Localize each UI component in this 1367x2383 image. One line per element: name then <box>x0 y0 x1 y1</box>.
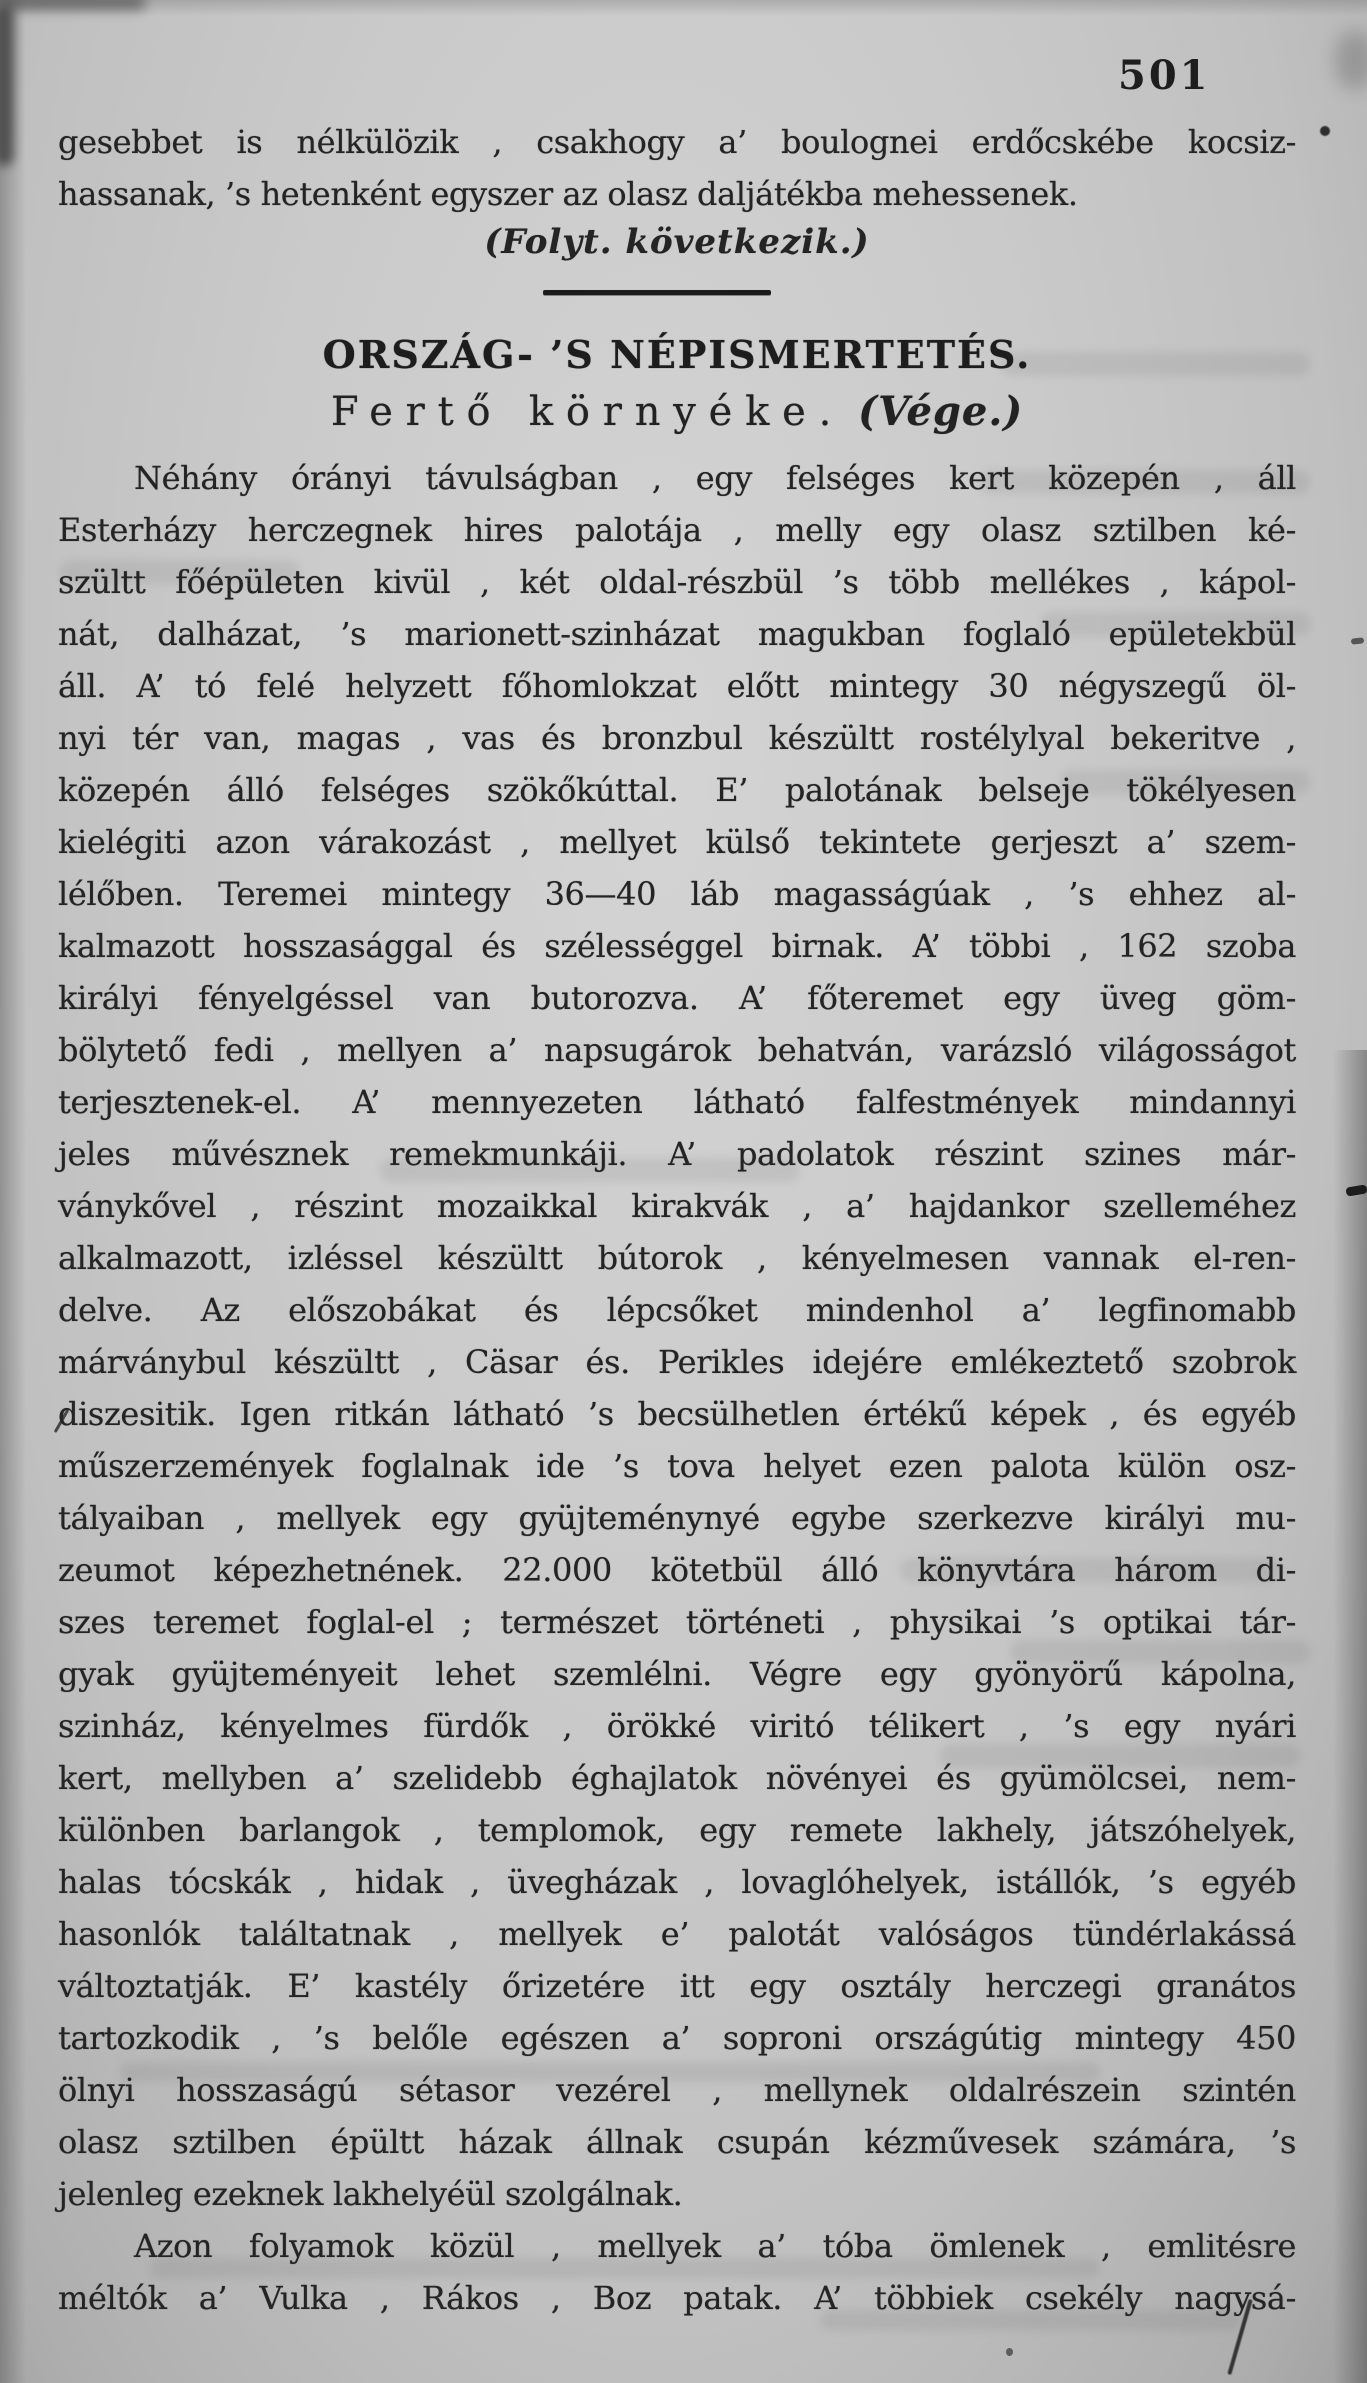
page-number: 501 <box>1118 52 1211 99</box>
text-line: áll. A’ tó felé helyzett főhomlokzat előtt mintegy 30 négyszegű öl- <box>58 667 1296 705</box>
text-line: szes teremet foglal-el ; természet történeti , physikai ’s optikai tár- <box>58 1603 1296 1641</box>
scan-smudge <box>1335 30 1367 90</box>
text-line: nyi tér van, magas , vas és bronzbul készültt rostélylyal bekeritve , <box>58 719 1296 757</box>
text-line: szültt főépületen kivül , két oldal-részbül ’s több mellékes , kápol- <box>58 563 1296 601</box>
text-line: gesebbet is nélkülözik , csakhogy a’ boulognei erdőcskébe kocsiz- <box>58 123 1296 161</box>
text-line: jeles művésznek remekmunkáji. A’ padolatok részint szines már- <box>58 1135 1296 1173</box>
intro-paragraph <box>58 116 1296 220</box>
text-line: Esterházy herczegnek hires palotája , melly egy olasz sztilben ké- <box>58 511 1296 549</box>
text-line: műszerzemények foglalnak ide ’s tova helyet ezen palota külön osz- <box>58 1447 1296 1485</box>
subtitle-ending-label: (Vége.) <box>858 388 1024 435</box>
text-line: kalmazott hosszasággal és szélességgel birnak. A’ többi , 162 szoba <box>58 927 1296 965</box>
text-line: ványkővel , részint mozaikkal kirakvák , a’ hajdankor szelleméhez <box>58 1187 1296 1225</box>
continuation-note: (Folyt. következik.) <box>484 222 870 262</box>
text-line: terjesztenek-el. A’ mennyezeten látható falfestmények mindannyi <box>58 1083 1296 1121</box>
text-line: ölnyi hosszaságú sétasor vezérel , mellynek oldalrészein szintén <box>58 2071 1296 2109</box>
article-body <box>58 452 1296 2324</box>
text-line: hasonlók találtatnak , mellyek e’ palotát valóságos tündérlakássá <box>58 1915 1296 1953</box>
text-line: változtatják. E’ kastély őrizetére itt egy osztály herczegi granátos <box>58 1967 1296 2005</box>
text-line: szinház, kényelmes fürdők , örökké viritó télikert , ’s egy nyári <box>58 1707 1296 1745</box>
article-subtitle <box>58 388 1296 435</box>
text-line: bölytető fedi , mellyen a’ napsugárok behatván, varázsló világosságot <box>58 1031 1296 1069</box>
text-line: nát, dalházat, ’s marionett-szinházat magukban foglaló epületekbül <box>58 615 1296 653</box>
text-line: alkalmazott, izléssel készültt bútorok , kényelmesen vannak el-ren- <box>58 1239 1296 1277</box>
text-line: közepén álló felséges szökőkúttal. E’ palotának belseje tökélyesen <box>58 771 1296 809</box>
text-line: tályaiban , mellyek egy gyüjteménynyé egybe szerkezve királyi mu- <box>58 1499 1296 1537</box>
scan-smudge <box>0 6 14 166</box>
text-line: hassanak, ’s hetenként egyszer az olasz daljátékba mehessenek. <box>58 175 1078 213</box>
section-heading: ORSZÁG- ’S NÉPISMERTETÉS. <box>322 332 1032 377</box>
text-line: diszesitik. Igen ritkán látható ’s becsülhetlen értékű képek , és egyéb <box>58 1395 1296 1433</box>
text-line: tartozkodik , ’s belőle egészen a’ soproni országútig mintegy 450 <box>58 2019 1296 2057</box>
text-line: olasz sztilben épültt házak állnak csupán kézművesek számára, ’s <box>58 2123 1296 2161</box>
ink-speck <box>1006 2348 1013 2356</box>
subtitle-text: Fertő környéke. <box>330 389 845 435</box>
text-line: Néhány órányi távulságban , egy felséges kert közepén , áll <box>134 459 1296 497</box>
scan-edge-shading-top <box>0 0 1367 16</box>
scan-edge-shading-right <box>1333 1050 1367 2383</box>
section-divider-rule <box>543 290 771 295</box>
ink-speck <box>1320 126 1330 136</box>
text-line: méltók a’ Vulka , Rákos , Boz patak. A’ többiek csekély nagysá- <box>58 2279 1296 2317</box>
text-line: gyak gyüjteményeit lehet szemlélni. Végre egy gyönyörű kápolna, <box>58 1655 1296 1693</box>
text-line: királyi fényelgéssel van butorozva. A’ főteremet egy üveg göm- <box>58 979 1296 1017</box>
text-line: márványbul készültt , Cäsar és. Perikles idejére emlékeztető szobrok <box>58 1343 1296 1381</box>
text-line: zeumot képezhetnének. 22.000 kötetbül álló könyvtára három di- <box>58 1551 1296 1589</box>
text-line: halas tócskák , hidak , üvegházak , lovaglóhelyek, istállók, ’s egyéb <box>58 1863 1296 1901</box>
text-line: kielégiti azon várakozást , mellyet külső tekintete gerjeszt a’ szem- <box>58 823 1296 861</box>
text-line: Azon folyamok közül , mellyek a’ tóba ömlenek , emlitésre <box>134 2227 1296 2265</box>
text-line: jelenleg ezeknek lakhelyéül szolgálnak. <box>58 2175 683 2213</box>
text-line: kert, mellyben a’ szelidebb éghajlatok növényei és gyümölcsei, nem- <box>58 1759 1296 1797</box>
scan-smudge <box>0 0 146 10</box>
ink-speck <box>1351 637 1365 644</box>
scan-edge-shading-left <box>0 0 26 2383</box>
text-line: lélőben. Teremei mintegy 36—40 láb magasságúak , ’s ehhez al- <box>58 875 1296 913</box>
text-line: delve. Az előszobákat és lépcsőket mindenhol a’ legfinomabb <box>58 1291 1296 1329</box>
text-line: különben barlangok , templomok, egy remete lakhely, játszóhelyek, <box>58 1811 1296 1849</box>
